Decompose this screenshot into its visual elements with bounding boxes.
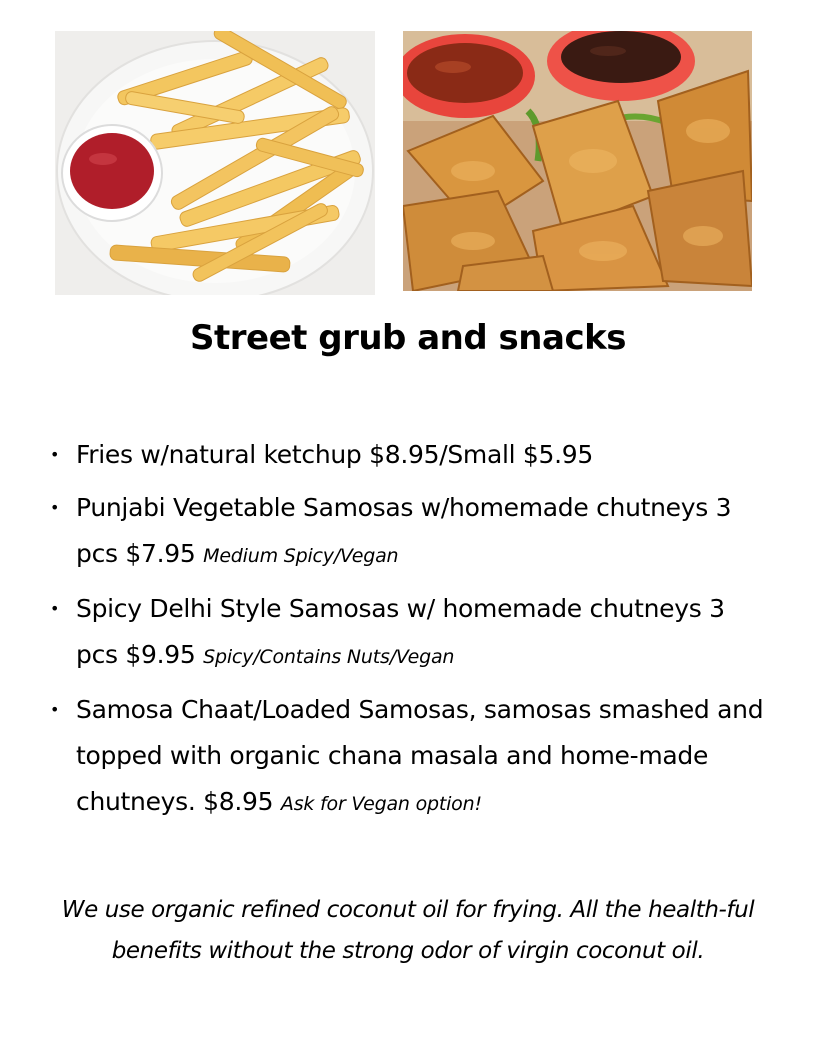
bullet-icon: • [50, 700, 60, 719]
menu-item-text: Spicy Delhi Style Samosas w/ homemade chutneys 3 pcs $9.95 [76, 594, 725, 669]
menu-item-note: Medium Spicy/Vegan [203, 545, 399, 567]
menu-item-punjabi-samosas [44, 485, 774, 579]
bullet-icon: • [50, 599, 60, 618]
menu-item-text: Fries w/natural ketchup $8.95/Small $5.95 [76, 440, 593, 469]
menu-item-fries [44, 432, 774, 478]
menu-item-text: Samosa Chaat/Loaded Samosas, samosas smashed and topped with organic chana masala and home-made chutneys. $8.95 [76, 695, 764, 816]
frying-oil-note: We use organic refined coconut oil for frying. All the health-ful benefits without the strong odor of virgin coconut oil. [61, 897, 755, 964]
bullet-icon: • [50, 498, 60, 517]
samosas-photo [403, 31, 752, 291]
fries-photo [55, 31, 375, 295]
menu-item-delhi-samosas [44, 586, 774, 680]
fries-with-ketchup-image [55, 31, 375, 295]
menu-item-note: Ask for Vegan option! [280, 793, 482, 815]
menu-item-samosa-chaat [44, 687, 774, 827]
menu-item-text: Punjabi Vegetable Samosas w/homemade chutneys 3 pcs $7.95 [76, 493, 732, 568]
menu-list [44, 432, 774, 834]
samosas-with-chutneys-image [403, 31, 752, 291]
menu-item-note: Spicy/Contains Nuts/Vegan [203, 646, 455, 668]
bullet-icon: • [50, 445, 60, 464]
page-title: Street grub and snacks [190, 318, 626, 358]
